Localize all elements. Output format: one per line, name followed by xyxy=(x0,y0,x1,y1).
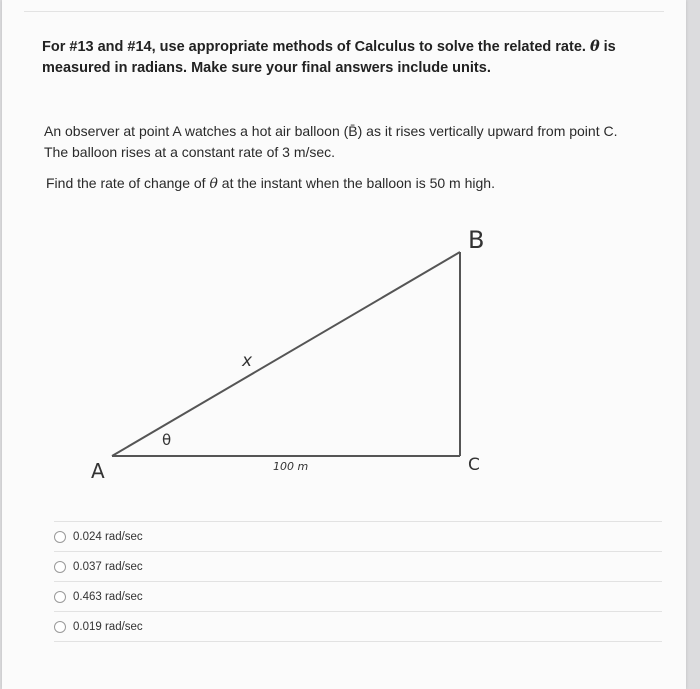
radio-button[interactable] xyxy=(54,531,66,543)
question-page xyxy=(2,0,686,689)
label-base: 100 m xyxy=(273,460,309,473)
answer-label: 0.463 rad/sec xyxy=(73,590,143,603)
theta-symbol: θ xyxy=(209,176,218,192)
answer-label: 0.024 rad/sec xyxy=(73,530,143,543)
label-b: B xyxy=(468,226,485,254)
label-c: C xyxy=(468,455,480,475)
answer-options xyxy=(54,521,662,642)
label-angle: θ xyxy=(162,431,172,449)
label-a: A xyxy=(91,459,105,483)
answer-option[interactable] xyxy=(54,581,662,611)
answer-label: 0.037 rad/sec xyxy=(73,560,143,573)
instructions-part1: For #13 and #14, use appropriate methods of Calculus to solve the related rate. xyxy=(42,39,586,55)
answer-option[interactable] xyxy=(54,611,662,642)
answer-label: 0.019 rad/sec xyxy=(73,620,143,633)
radio-button[interactable] xyxy=(54,621,66,633)
label-hypotenuse: x xyxy=(242,351,253,371)
answer-option[interactable] xyxy=(54,521,662,551)
instructions-part2: is measured in radians. Make sure your final answers include units. xyxy=(42,39,616,76)
theta-symbol: θ xyxy=(589,38,600,55)
question-part1: Find the rate of change of xyxy=(46,175,206,191)
question-part2: at the instant when the balloon is 50 m high. xyxy=(221,175,495,191)
radio-button[interactable] xyxy=(54,591,66,603)
radio-button[interactable] xyxy=(54,561,66,573)
hypotenuse-line xyxy=(112,252,460,456)
answer-option[interactable] xyxy=(54,551,662,581)
scenario-text: An observer at point A watches a hot air balloon (B̄) as it rises vertically upward from point C. The balloon rises at a constant rate of 3 m/sec. xyxy=(44,123,618,160)
